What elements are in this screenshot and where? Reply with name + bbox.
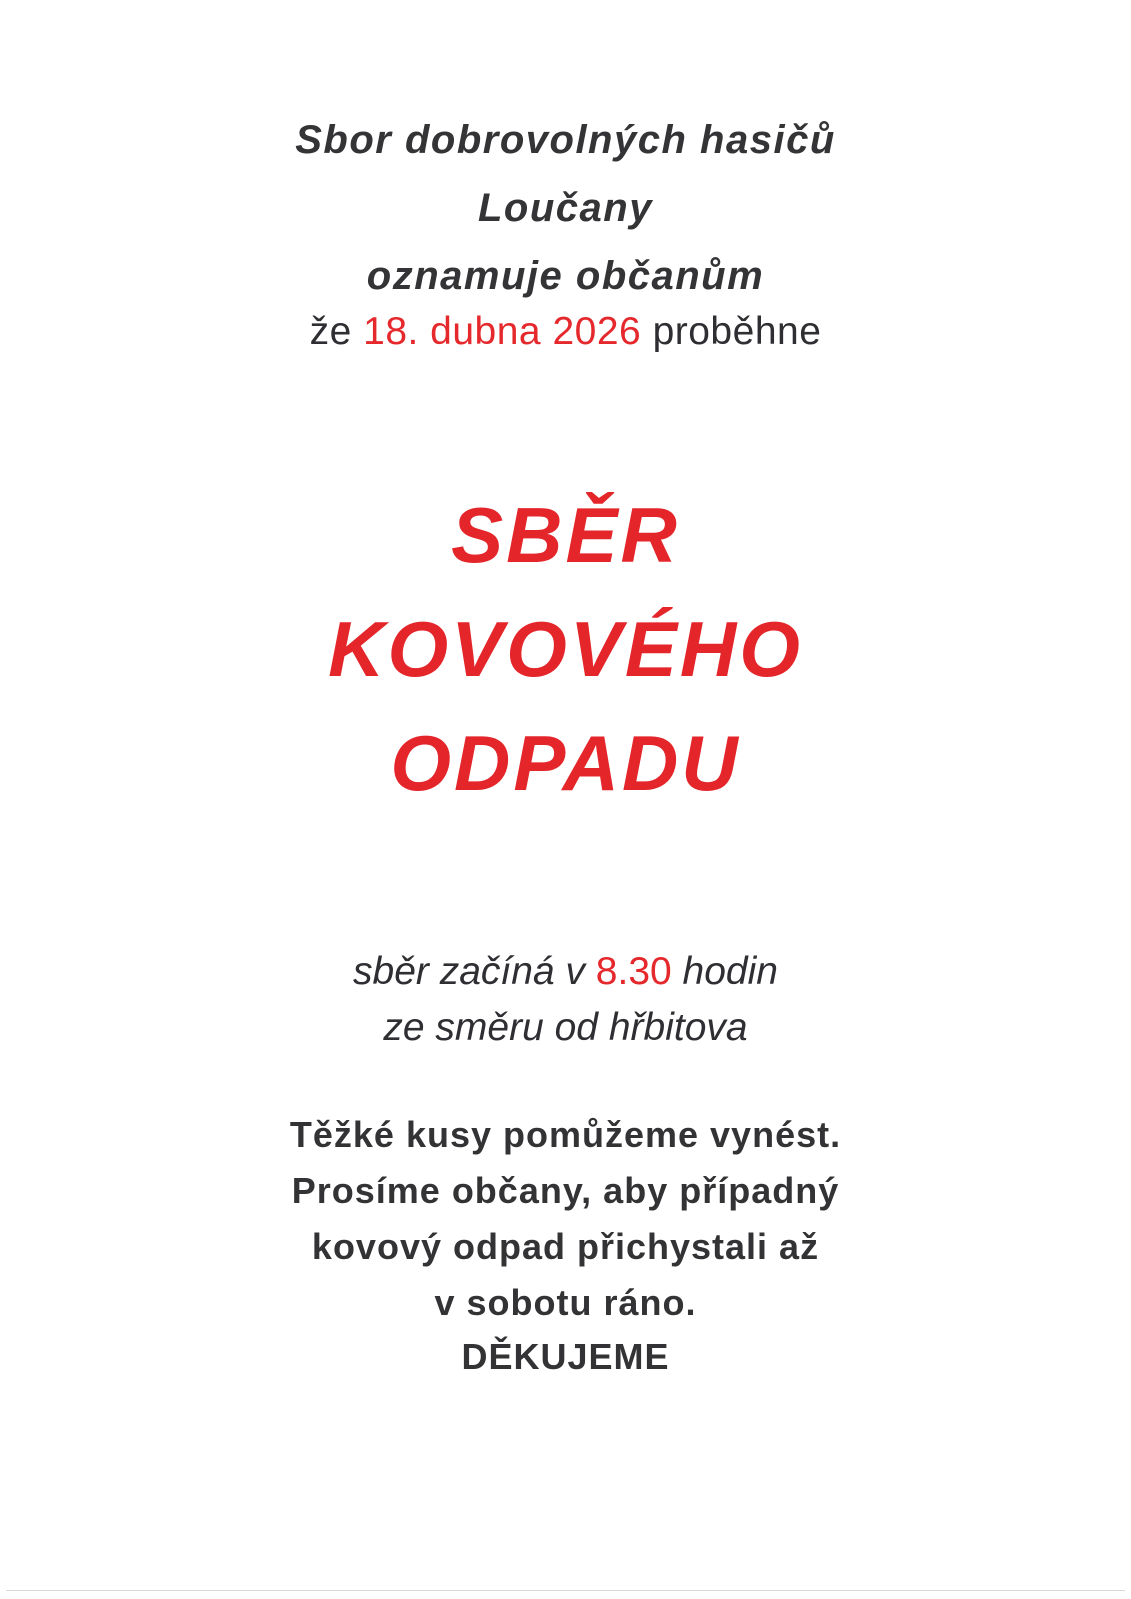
title-line-1: SBĚR xyxy=(451,491,680,579)
notice-line-4: v sobotu ráno. xyxy=(434,1282,697,1323)
title-line-3: ODPADU xyxy=(390,719,741,807)
notice-line-3: kovový odpad přichystali až xyxy=(311,1226,820,1267)
village-name: Loučany xyxy=(478,186,653,230)
title-line-2: KOVOVÉHO xyxy=(328,605,803,693)
notice-line-2: Prosíme občany, aby případný xyxy=(291,1170,840,1211)
notice-line-1: Těžké kusy pomůžeme vynést. xyxy=(289,1114,842,1155)
start-time-prefix: sběr začíná v xyxy=(353,950,596,993)
start-location: ze směru od hřbitova xyxy=(383,1006,748,1049)
date-prefix: že xyxy=(309,310,364,353)
event-date: 18. dubna 2026 xyxy=(363,310,642,353)
event-date-line xyxy=(0,310,1131,354)
announcement-intro: oznamuje občanům xyxy=(366,254,765,298)
start-time-line xyxy=(0,950,1131,994)
start-time: 8.30 xyxy=(595,950,672,993)
thanks-text: DĚKUJEME xyxy=(461,1336,670,1377)
date-suffix: proběhne xyxy=(641,310,822,353)
organization-name: Sbor dobrovolných hasičů xyxy=(295,118,836,162)
start-time-suffix: hodin xyxy=(671,950,778,993)
scan-edge-divider xyxy=(6,1590,1125,1591)
